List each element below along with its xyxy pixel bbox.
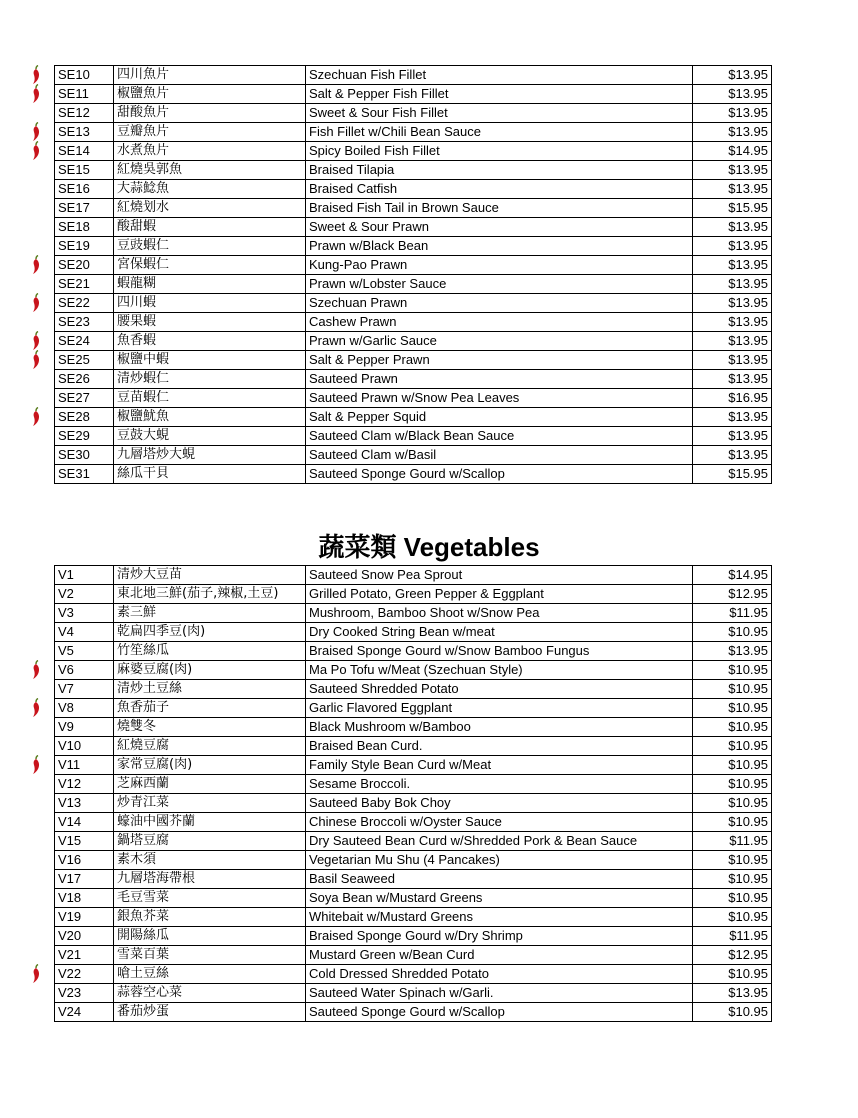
chili-pepper-icon: [30, 350, 42, 370]
menu-row: [55, 851, 772, 870]
dish-english-name: Prawn w/Black Bean: [306, 237, 693, 256]
section-title-vegetables: 蔬菜類 Vegetables: [318, 532, 540, 562]
dish-chinese-name: 四川蝦: [114, 294, 306, 313]
menu-row: [55, 237, 772, 256]
dish-english-name: Grilled Potato, Green Pepper & Eggplant: [306, 585, 693, 604]
dish-price: $16.95: [693, 389, 772, 408]
dish-price: $10.95: [693, 1003, 772, 1022]
dish-price: $15.95: [693, 465, 772, 484]
dish-price: $10.95: [693, 813, 772, 832]
dish-price: $10.95: [693, 889, 772, 908]
dish-code: V10: [55, 737, 114, 756]
menu-row: [55, 123, 772, 142]
dish-chinese-name: 魚香茄子: [114, 699, 306, 718]
dish-english-name: Ma Po Tofu w/Meat (Szechuan Style): [306, 661, 693, 680]
menu-row: [55, 389, 772, 408]
dish-chinese-name: 紅燒吳郭魚: [114, 161, 306, 180]
dish-code: V6: [55, 661, 114, 680]
dish-english-name: Sauteed Clam w/Black Bean Sauce: [306, 427, 693, 446]
menu-row: [55, 813, 772, 832]
dish-chinese-name: 豆豉蝦仁: [114, 237, 306, 256]
dish-price: $13.95: [693, 256, 772, 275]
chili-pepper-icon: [30, 141, 42, 161]
chili-pepper-icon: [30, 964, 42, 984]
dish-code: V9: [55, 718, 114, 737]
dish-code: V19: [55, 908, 114, 927]
dish-english-name: Kung-Pao Prawn: [306, 256, 693, 275]
dish-price: $10.95: [693, 680, 772, 699]
menu-row: [55, 718, 772, 737]
menu-row: [55, 180, 772, 199]
dish-code: V7: [55, 680, 114, 699]
menu-row: [55, 427, 772, 446]
menu-row: [55, 408, 772, 427]
menu-row: [55, 370, 772, 389]
menu-row: [55, 585, 772, 604]
dish-code: SE27: [55, 389, 114, 408]
dish-code: SE26: [55, 370, 114, 389]
menu-row: [55, 870, 772, 889]
dish-code: V1: [55, 566, 114, 585]
dish-code: SE31: [55, 465, 114, 484]
seafood-table-body: [55, 66, 772, 484]
dish-code: SE25: [55, 351, 114, 370]
dish-english-name: Braised Catfish: [306, 180, 693, 199]
dish-code: SE10: [55, 66, 114, 85]
dish-english-name: Spicy Boiled Fish Fillet: [306, 142, 693, 161]
dish-english-name: Braised Sponge Gourd w/Dry Shrimp: [306, 927, 693, 946]
dish-code: V8: [55, 699, 114, 718]
dish-price: $13.95: [693, 275, 772, 294]
dish-chinese-name: 大蒜鯰魚: [114, 180, 306, 199]
dish-chinese-name: 燒雙冬: [114, 718, 306, 737]
menu-row: [55, 465, 772, 484]
dish-english-name: Sweet & Sour Prawn: [306, 218, 693, 237]
dish-price: $11.95: [693, 927, 772, 946]
dish-english-name: Braised Sponge Gourd w/Snow Bamboo Fungus: [306, 642, 693, 661]
dish-price: $10.95: [693, 699, 772, 718]
chili-pepper-icon: [30, 660, 42, 680]
dish-english-name: Braised Tilapia: [306, 161, 693, 180]
dish-chinese-name: 宮保蝦仁: [114, 256, 306, 275]
dish-english-name: Sweet & Sour Fish Fillet: [306, 104, 693, 123]
menu-row: [55, 756, 772, 775]
menu-row: [55, 1003, 772, 1022]
dish-price: $13.95: [693, 85, 772, 104]
menu-row: [55, 332, 772, 351]
dish-price: $13.95: [693, 427, 772, 446]
dish-code: V15: [55, 832, 114, 851]
dish-english-name: Braised Bean Curd.: [306, 737, 693, 756]
dish-price: $13.95: [693, 66, 772, 85]
dish-chinese-name: 豆鼓大蜆: [114, 427, 306, 446]
dish-chinese-name: 乾扁四季豆(肉): [114, 623, 306, 642]
dish-chinese-name: 椒鹽中蝦: [114, 351, 306, 370]
chili-pepper-icon: [30, 755, 42, 775]
chili-pepper-icon: [30, 255, 42, 275]
dish-chinese-name: 酸甜蝦: [114, 218, 306, 237]
chili-pepper-icon: [30, 84, 42, 104]
dish-chinese-name: 蠔油中國芥蘭: [114, 813, 306, 832]
dish-chinese-name: 蝦龍糊: [114, 275, 306, 294]
dish-code: V24: [55, 1003, 114, 1022]
menu-row: [55, 661, 772, 680]
dish-price: $13.95: [693, 161, 772, 180]
dish-code: V14: [55, 813, 114, 832]
dish-code: V16: [55, 851, 114, 870]
dish-code: V11: [55, 756, 114, 775]
dish-english-name: Salt & Pepper Prawn: [306, 351, 693, 370]
menu-row: [55, 946, 772, 965]
dish-chinese-name: 椒鹽魚片: [114, 85, 306, 104]
seafood-menu-table: [54, 65, 772, 484]
dish-chinese-name: 麻婆豆腐(肉): [114, 661, 306, 680]
dish-price: $13.95: [693, 332, 772, 351]
menu-row: [55, 794, 772, 813]
dish-english-name: Mustard Green w/Bean Curd: [306, 946, 693, 965]
dish-chinese-name: 素木須: [114, 851, 306, 870]
dish-code: V5: [55, 642, 114, 661]
dish-english-name: Soya Bean w/Mustard Greens: [306, 889, 693, 908]
dish-price: $13.95: [693, 351, 772, 370]
dish-price: $15.95: [693, 199, 772, 218]
dish-price: $13.95: [693, 218, 772, 237]
dish-price: $11.95: [693, 832, 772, 851]
dish-chinese-name: 東北地三鮮(茄子,辣椒,土豆): [114, 585, 306, 604]
dish-code: V20: [55, 927, 114, 946]
menu-row: [55, 566, 772, 585]
dish-english-name: Mushroom, Bamboo Shoot w/Snow Pea: [306, 604, 693, 623]
dish-code: SE24: [55, 332, 114, 351]
dish-chinese-name: 清炒大豆苗: [114, 566, 306, 585]
menu-row: [55, 161, 772, 180]
dish-price: $13.95: [693, 446, 772, 465]
menu-row: [55, 604, 772, 623]
chili-pepper-icon: [30, 122, 42, 142]
dish-chinese-name: 家常豆腐(肉): [114, 756, 306, 775]
menu-row: [55, 142, 772, 161]
dish-english-name: Sauteed Baby Bok Choy: [306, 794, 693, 813]
dish-chinese-name: 水煮魚片: [114, 142, 306, 161]
menu-row: [55, 642, 772, 661]
dish-price: $10.95: [693, 851, 772, 870]
dish-chinese-name: 絲瓜干貝: [114, 465, 306, 484]
dish-chinese-name: 蒜蓉空心菜: [114, 984, 306, 1003]
dish-chinese-name: 嗆土豆絲: [114, 965, 306, 984]
dish-code: SE29: [55, 427, 114, 446]
dish-english-name: Family Style Bean Curd w/Meat: [306, 756, 693, 775]
menu-row: [55, 908, 772, 927]
dish-price: $11.95: [693, 604, 772, 623]
chili-pepper-icon: [30, 293, 42, 313]
menu-row: [55, 737, 772, 756]
dish-english-name: Sesame Broccoli.: [306, 775, 693, 794]
chili-pepper-icon: [30, 407, 42, 427]
dish-price: $10.95: [693, 756, 772, 775]
dish-chinese-name: 毛豆雪菜: [114, 889, 306, 908]
dish-code: SE19: [55, 237, 114, 256]
dish-code: SE11: [55, 85, 114, 104]
dish-english-name: Cold Dressed Shredded Potato: [306, 965, 693, 984]
dish-code: V21: [55, 946, 114, 965]
vegetables-table-body: [55, 566, 772, 1022]
dish-chinese-name: 素三鮮: [114, 604, 306, 623]
menu-row: [55, 889, 772, 908]
dish-code: SE22: [55, 294, 114, 313]
menu-row: [55, 699, 772, 718]
dish-price: $13.95: [693, 104, 772, 123]
dish-code: V18: [55, 889, 114, 908]
chili-pepper-icon: [30, 331, 42, 351]
dish-english-name: Sauteed Sponge Gourd w/Scallop: [306, 1003, 693, 1022]
dish-english-name: Sauteed Water Spinach w/Garli.: [306, 984, 693, 1003]
dish-code: SE16: [55, 180, 114, 199]
chili-pepper-icon: [30, 65, 42, 85]
dish-chinese-name: 清炒蝦仁: [114, 370, 306, 389]
dish-code: V13: [55, 794, 114, 813]
dish-english-name: Sauteed Clam w/Basil: [306, 446, 693, 465]
menu-row: [55, 313, 772, 332]
dish-chinese-name: 魚香蝦: [114, 332, 306, 351]
dish-code: SE13: [55, 123, 114, 142]
dish-english-name: Chinese Broccoli w/Oyster Sauce: [306, 813, 693, 832]
menu-row: [55, 351, 772, 370]
dish-english-name: Black Mushroom w/Bamboo: [306, 718, 693, 737]
menu-row: [55, 294, 772, 313]
menu-row: [55, 775, 772, 794]
dish-code: V22: [55, 965, 114, 984]
menu-row: [55, 85, 772, 104]
dish-price: $14.95: [693, 566, 772, 585]
dish-english-name: Szechuan Prawn: [306, 294, 693, 313]
menu-row: [55, 199, 772, 218]
dish-code: SE21: [55, 275, 114, 294]
dish-price: $13.95: [693, 237, 772, 256]
dish-code: SE14: [55, 142, 114, 161]
dish-chinese-name: 番茄炒蛋: [114, 1003, 306, 1022]
dish-english-name: Sauteed Shredded Potato: [306, 680, 693, 699]
dish-chinese-name: 豆苗蝦仁: [114, 389, 306, 408]
menu-row: [55, 623, 772, 642]
dish-price: $10.95: [693, 870, 772, 889]
dish-chinese-name: 炒青江菜: [114, 794, 306, 813]
dish-chinese-name: 開陽絲瓜: [114, 927, 306, 946]
dish-english-name: Sauteed Prawn w/Snow Pea Leaves: [306, 389, 693, 408]
dish-price: $13.95: [693, 294, 772, 313]
menu-row: [55, 832, 772, 851]
dish-chinese-name: 腰果蝦: [114, 313, 306, 332]
dish-chinese-name: 紅燒豆腐: [114, 737, 306, 756]
dish-price: $13.95: [693, 313, 772, 332]
dish-english-name: Basil Seaweed: [306, 870, 693, 889]
dish-price: $10.95: [693, 775, 772, 794]
dish-code: SE15: [55, 161, 114, 180]
dish-english-name: Cashew Prawn: [306, 313, 693, 332]
dish-chinese-name: 椒鹽魷魚: [114, 408, 306, 427]
menu-row: [55, 927, 772, 946]
dish-code: V3: [55, 604, 114, 623]
dish-price: $10.95: [693, 794, 772, 813]
menu-row: [55, 104, 772, 123]
dish-english-name: Garlic Flavored Eggplant: [306, 699, 693, 718]
dish-price: $10.95: [693, 737, 772, 756]
dish-price: $10.95: [693, 718, 772, 737]
dish-code: SE18: [55, 218, 114, 237]
dish-code: SE28: [55, 408, 114, 427]
dish-code: SE12: [55, 104, 114, 123]
dish-code: SE17: [55, 199, 114, 218]
dish-english-name: Sauteed Sponge Gourd w/Scallop: [306, 465, 693, 484]
menu-row: [55, 256, 772, 275]
dish-chinese-name: 甜酸魚片: [114, 104, 306, 123]
chili-pepper-icon: [30, 698, 42, 718]
dish-english-name: Szechuan Fish Fillet: [306, 66, 693, 85]
dish-price: $13.95: [693, 370, 772, 389]
dish-code: SE23: [55, 313, 114, 332]
dish-chinese-name: 紅燒划水: [114, 199, 306, 218]
dish-code: V17: [55, 870, 114, 889]
dish-english-name: Vegetarian Mu Shu (4 Pancakes): [306, 851, 693, 870]
dish-english-name: Whitebait w/Mustard Greens: [306, 908, 693, 927]
menu-row: [55, 680, 772, 699]
dish-price: $13.95: [693, 984, 772, 1003]
dish-chinese-name: 豆瓣魚片: [114, 123, 306, 142]
menu-row: [55, 66, 772, 85]
dish-code: V23: [55, 984, 114, 1003]
dish-english-name: Dry Cooked String Bean w/meat: [306, 623, 693, 642]
menu-row: [55, 984, 772, 1003]
dish-price: $10.95: [693, 908, 772, 927]
dish-english-name: Prawn w/Garlic Sauce: [306, 332, 693, 351]
dish-price: $13.95: [693, 408, 772, 427]
dish-chinese-name: 九層塔海帶根: [114, 870, 306, 889]
dish-code: V12: [55, 775, 114, 794]
menu-row: [55, 965, 772, 984]
vegetables-menu-table: [54, 565, 772, 1022]
dish-chinese-name: 雪菜百葉: [114, 946, 306, 965]
dish-price: $10.95: [693, 965, 772, 984]
dish-price: $12.95: [693, 585, 772, 604]
dish-chinese-name: 四川魚片: [114, 66, 306, 85]
dish-code: SE20: [55, 256, 114, 275]
dish-english-name: Braised Fish Tail in Brown Sauce: [306, 199, 693, 218]
dish-english-name: Dry Sauteed Bean Curd w/Shredded Pork & Bean Sauce: [306, 832, 693, 851]
dish-chinese-name: 清炒土豆絲: [114, 680, 306, 699]
dish-price: $12.95: [693, 946, 772, 965]
dish-english-name: Sauteed Snow Pea Sprout: [306, 566, 693, 585]
menu-row: [55, 218, 772, 237]
dish-price: $13.95: [693, 180, 772, 199]
dish-price: $14.95: [693, 142, 772, 161]
dish-chinese-name: 銀魚芥菜: [114, 908, 306, 927]
menu-row: [55, 275, 772, 294]
dish-chinese-name: 鍋塔豆腐: [114, 832, 306, 851]
dish-english-name: Sauteed Prawn: [306, 370, 693, 389]
dish-code: V4: [55, 623, 114, 642]
dish-chinese-name: 芝麻西蘭: [114, 775, 306, 794]
dish-english-name: Salt & Pepper Squid: [306, 408, 693, 427]
dish-price: $13.95: [693, 642, 772, 661]
dish-code: SE30: [55, 446, 114, 465]
dish-english-name: Fish Fillet w/Chili Bean Sauce: [306, 123, 693, 142]
dish-english-name: Prawn w/Lobster Sauce: [306, 275, 693, 294]
dish-price: $10.95: [693, 661, 772, 680]
dish-english-name: Salt & Pepper Fish Fillet: [306, 85, 693, 104]
dish-chinese-name: 竹笙絲瓜: [114, 642, 306, 661]
dish-code: V2: [55, 585, 114, 604]
dish-chinese-name: 九層塔炒大蜆: [114, 446, 306, 465]
dish-price: $13.95: [693, 123, 772, 142]
dish-price: $10.95: [693, 623, 772, 642]
menu-row: [55, 446, 772, 465]
